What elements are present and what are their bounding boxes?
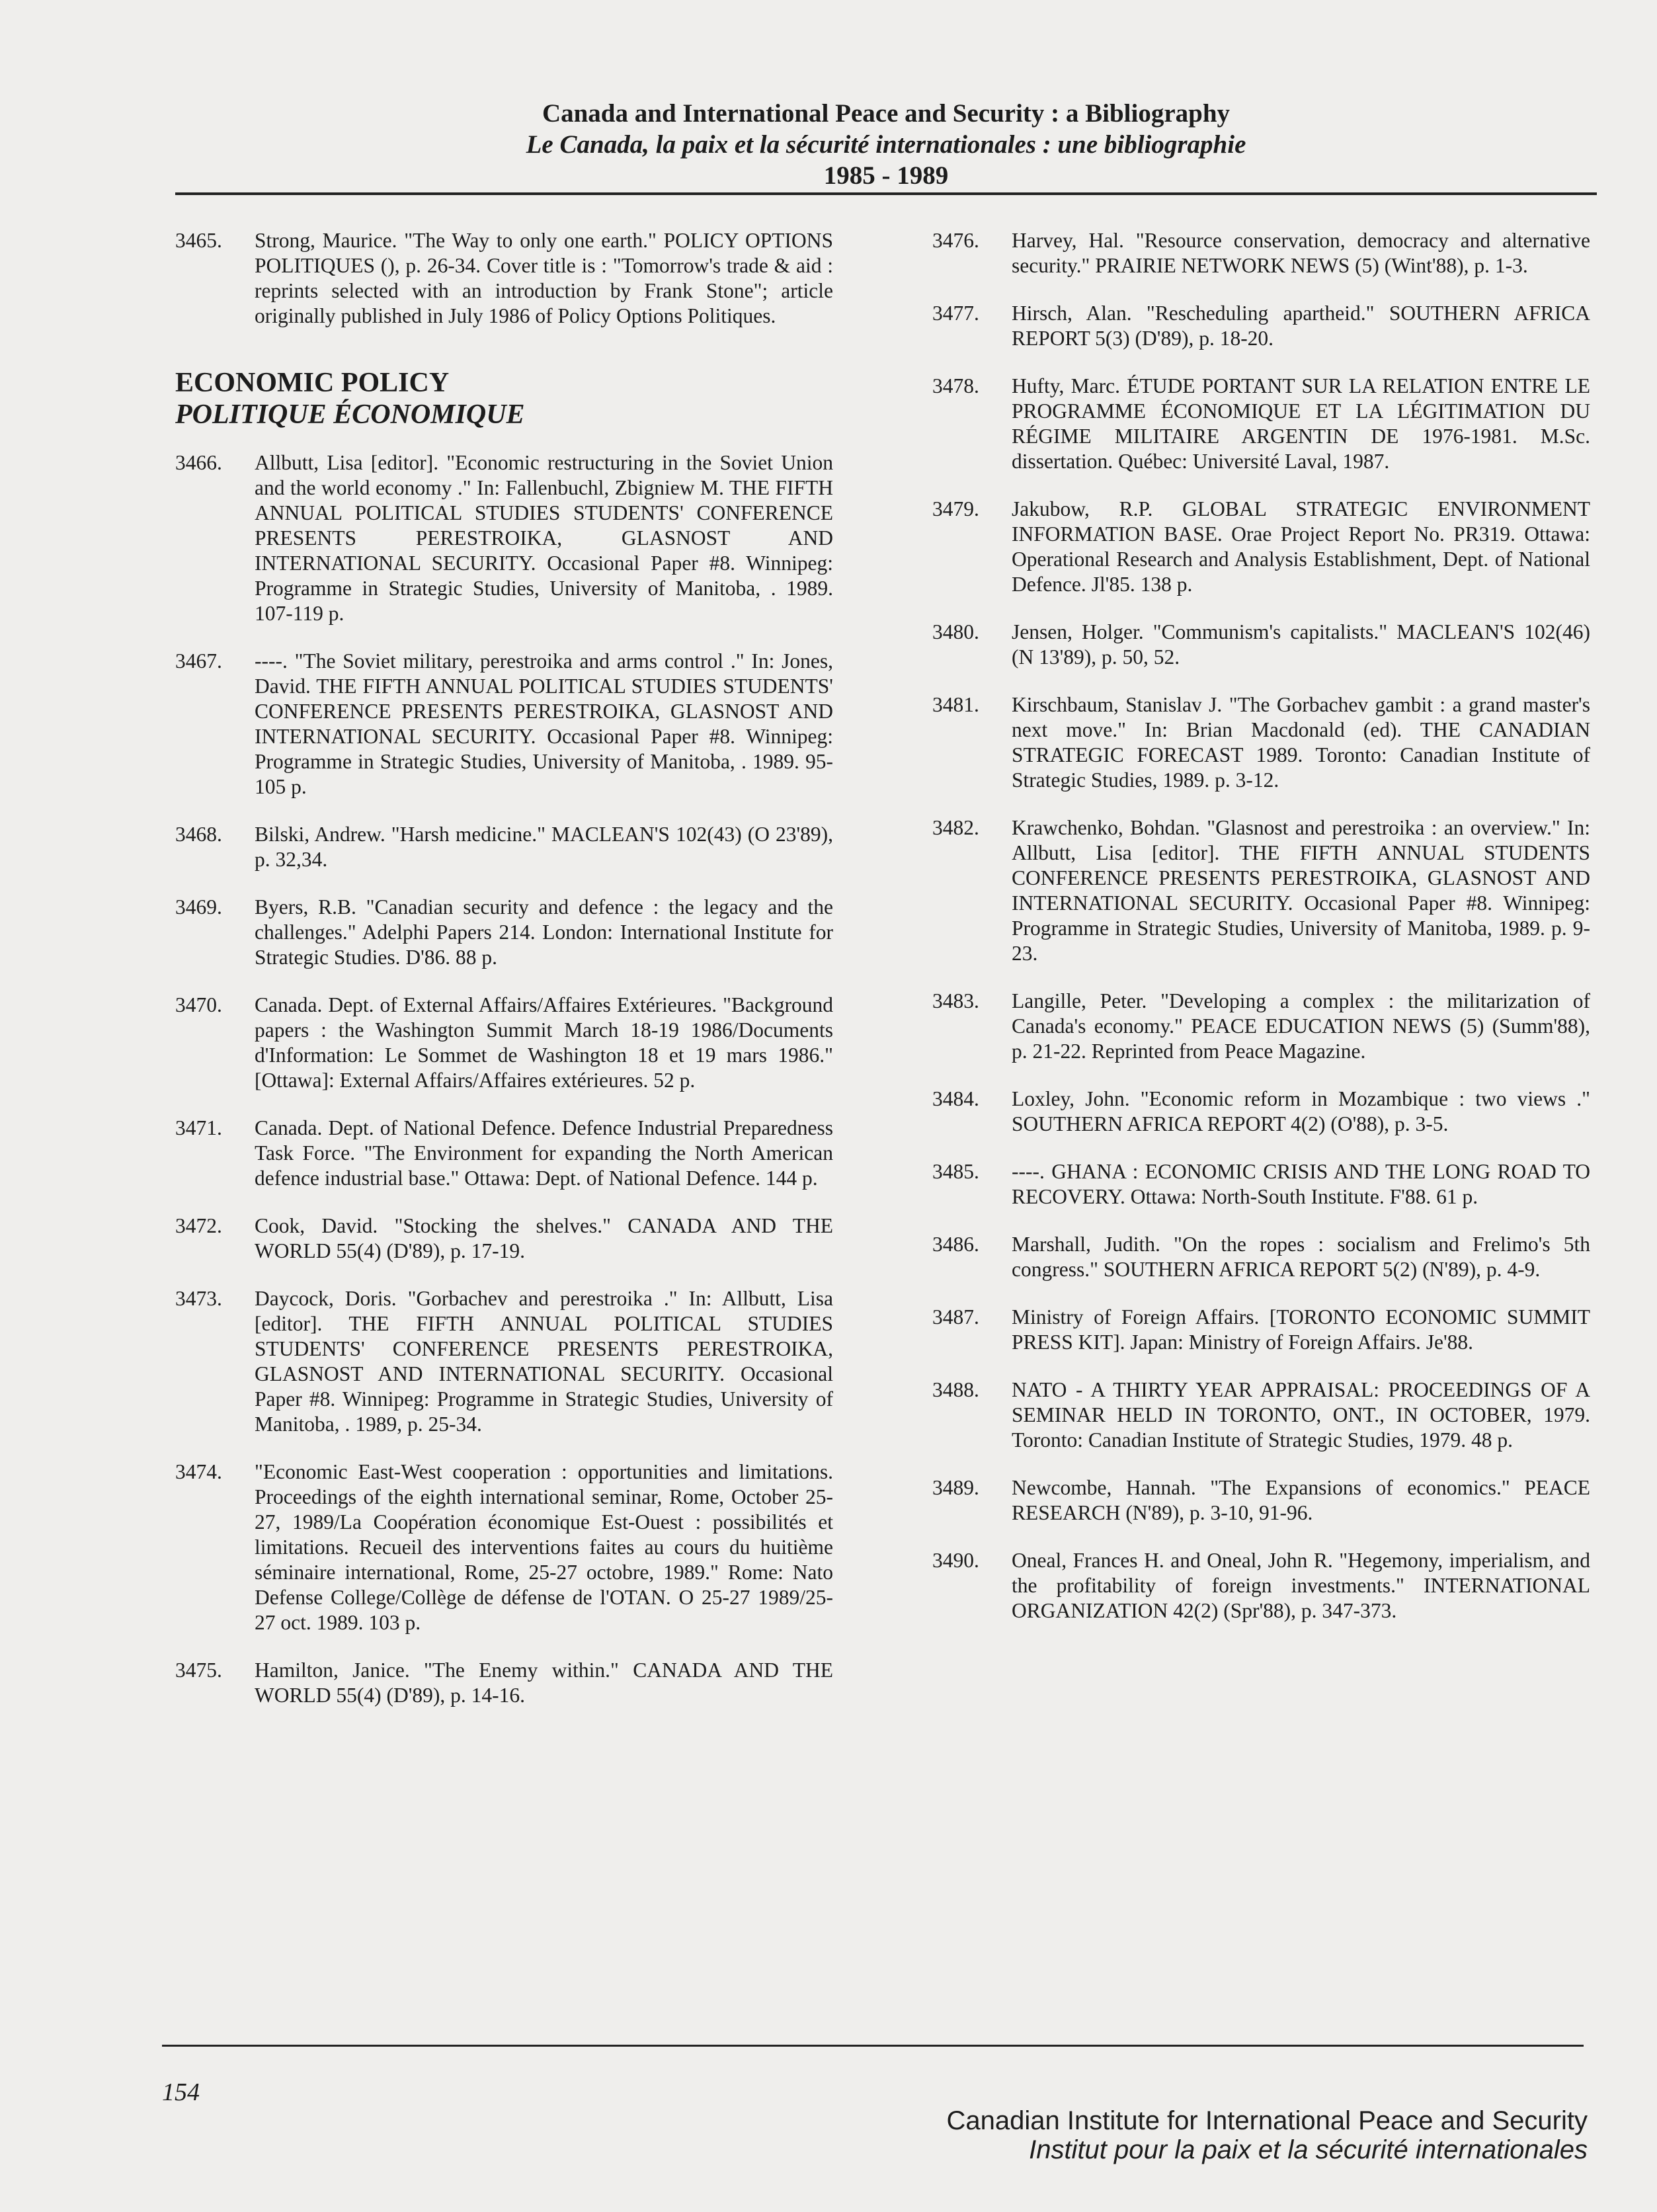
- entry-number: 3485.: [932, 1160, 979, 1183]
- entry-text: Loxley, John. "Economic reform in Mozambique : two views ." SOUTHERN AFRICA REPORT 4(2) (O'88), p. 3-5.: [1012, 1087, 1590, 1135]
- entry-text: Marshall, Judith. "On the ropes : socialism and Frelimo's 5th congress." SOUTHERN AFRICA REPORT 5(2) (N'89), p. 4-9.: [1012, 1233, 1590, 1281]
- entry-number: 3486.: [932, 1233, 979, 1256]
- entry-text: ----. "The Soviet military, perestroika and arms control ." In: Jones, David. THE FIFTH ANNUAL POLITICAL STUDIES STUDENTS' CONFERENCE PRESENTS PERESTROIKA, GLASNOST AND INTERNATIONAL SECURITY. Occasional Paper #8. Winnipeg: Programme in Strategic Studies, University of Manitoba, . 1989. 95-105 p.: [255, 649, 833, 798]
- footer-divider: [162, 2045, 1584, 2047]
- entry-text: Ministry of Foreign Affairs. [TORONTO ECONOMIC SUMMIT PRESS KIT]. Japan: Ministry of Foreign Affairs. Je'88.: [1012, 1305, 1590, 1354]
- entry-number: 3476.: [932, 229, 979, 252]
- bibliography-entry: [175, 1459, 833, 1635]
- entry-text: "Economic East-West cooperation : opportunities and limitations. Proceedings of the eighth international seminar, Rome, October 25-27, 1989/La Coopération économique Est-Ouest : possibilités et limitations. Recueil des interventions faites au cours du huitième séminaire international, Rome, 25-27 octobre, 1989." Rome: Nato Defense College/Collège de défense de l'OTAN. O 25-27 1989/25-27 oct. 1989. 103 p.: [255, 1460, 833, 1634]
- entry-text: Hirsch, Alan. "Rescheduling apartheid." SOUTHERN AFRICA REPORT 5(3) (D'89), p. 18-20.: [1012, 302, 1590, 350]
- bibliography-entry: [175, 993, 833, 1093]
- bibliography-entry: [175, 1213, 833, 1264]
- entry-number: 3488.: [932, 1378, 979, 1401]
- entry-text: Strong, Maurice. "The Way to only one earth." POLICY OPTIONS POLITIQUES (), p. 26-34. Cover title is : "Tomorrow's trade & aid : reprints selected with an introduction by Frank Stone"; article originally published in July 1986 of Policy Options Politiques.: [255, 229, 833, 327]
- bibliography-entry: [932, 1159, 1590, 1209]
- entry-number: 3471.: [175, 1116, 222, 1139]
- bibliography-entry: [932, 1548, 1590, 1623]
- entry-number: 3470.: [175, 993, 222, 1016]
- bibliography-entry: [932, 497, 1590, 597]
- bibliography-entry: [175, 649, 833, 799]
- page-number: 154: [162, 2078, 200, 2106]
- bibliography-title: Canada and International Peace and Security : a Bibliography: [542, 99, 1231, 128]
- bibliography-entry: [175, 895, 833, 970]
- entry-text: Hamilton, Janice. "The Enemy within." CANADA AND THE WORLD 55(4) (D'89), p. 14-16.: [255, 1659, 833, 1707]
- entry-number: 3475.: [175, 1659, 222, 1682]
- entry-number: 3474.: [175, 1460, 222, 1483]
- bibliography-entry: [175, 450, 833, 626]
- entry-number: 3467.: [175, 649, 222, 673]
- institute-name: Canadian Institute for International Peace and Security: [946, 2106, 1588, 2135]
- bibliography-entry: [932, 1305, 1590, 1355]
- bibliography-entry: [932, 1377, 1590, 1453]
- left-entry-list: [175, 450, 833, 1708]
- left-column: [175, 228, 833, 1731]
- bibliography-entry: [932, 692, 1590, 793]
- entry-number: 3482.: [932, 816, 979, 839]
- bibliography-entry: [932, 815, 1590, 966]
- entry-number: 3466.: [175, 451, 222, 474]
- entry-number: 3478.: [932, 374, 979, 397]
- entry-text: Cook, David. "Stocking the shelves." CANADA AND THE WORLD 55(4) (D'89), p. 17-19.: [255, 1214, 833, 1262]
- bibliography-entry: [932, 1475, 1590, 1526]
- entry-number: 3469.: [175, 895, 222, 919]
- right-entry-list: [932, 228, 1590, 1623]
- entry-text: Hufty, Marc. ÉTUDE PORTANT SUR LA RELATION ENTRE LE PROGRAMME ÉCONOMIQUE ET LA LÉGITIMATION DU RÉGIME MILITAIRE ARGENTIN DE 1976-1981. M.Sc. dissertation. Québec: Université Laval, 1987.: [1012, 374, 1590, 473]
- entry-text: Oneal, Frances H. and Oneal, John R. "Hegemony, imperialism, and the profitability of foreign investments." INTERNATIONAL ORGANIZATION 42(2) (Spr'88), p. 347-373.: [1012, 1549, 1590, 1622]
- entry-number: 3477.: [932, 302, 979, 325]
- header-divider: [175, 192, 1597, 195]
- entry-text: Bilski, Andrew. "Harsh medicine." MACLEAN'S 102(43) (O 23'89), p. 32,34.: [255, 823, 833, 871]
- bibliography-entry: [932, 374, 1590, 474]
- bibliography-entry: [932, 1232, 1590, 1282]
- entry-text: Krawchenko, Bohdan. "Glasnost and perestroika : an overview." In: Allbutt, Lisa [editor]. THE FIFTH ANNUAL STUDENTS CONFERENCE PRESENTS PERESTROIKA, GLASNOST AND INTERNATIONAL SECURITY. Occasional Paper #8. Winnipeg: Programme in Strategic Studies, University of Manitoba, 1989. p. 9-23.: [1012, 816, 1590, 965]
- institute-name-fr: Institut pour la paix et la sécurité internationales: [1029, 2135, 1588, 2164]
- section-title-fr: POLITIQUE ÉCONOMIQUE: [175, 399, 525, 430]
- entry-number: 3484.: [932, 1087, 979, 1110]
- entry-text: Byers, R.B. "Canadian security and defence : the legacy and the challenges." Adelphi Papers 214. London: International Institute for Strategic Studies. D'86. 88 p.: [255, 895, 833, 969]
- entry-text: Jensen, Holger. "Communism's capitalists." MACLEAN'S 102(46) (N 13'89), p. 50, 52.: [1012, 620, 1590, 669]
- section-title: ECONOMIC POLICY: [175, 368, 450, 398]
- page-footer: [947, 2106, 1588, 2164]
- entry-number: 3480.: [932, 620, 979, 643]
- entry-number: 3465.: [175, 229, 222, 252]
- entry-text: Allbutt, Lisa [editor]. "Economic restructuring in the Soviet Union and the world economy ." In: Fallenbuchl, Zbigniew M. THE FIFTH ANNUAL POLITICAL STUDIES STUDENTS' CONFERENCE PRESENTS PERESTROIKA, GLASNOST AND INTERNATIONAL SECURITY. Occasional Paper #8. Winnipeg: Programme in Strategic Studies, University of Manitoba, . 1989. 107-119 p.: [255, 451, 833, 625]
- bibliography-entry: [932, 1086, 1590, 1137]
- page-header: [175, 98, 1597, 191]
- right-column: [932, 228, 1590, 1646]
- bibliography-entry: [175, 1658, 833, 1708]
- entry-number: 3489.: [932, 1476, 979, 1499]
- entry-number: 3483.: [932, 989, 979, 1012]
- bibliography-entry: [932, 301, 1590, 351]
- entry-text: Kirschbaum, Stanislav J. "The Gorbachev gambit : a grand master's next move." In: Brian Macdonald (ed). THE CANADIAN STRATEGIC FORECAST 1989. Toronto: Canadian Institute of Strategic Studies, 1989. p. 3-12.: [1012, 693, 1590, 792]
- entry-text: Harvey, Hal. "Resource conservation, democracy and alternative security." PRAIRIE NETWORK NEWS (5) (Wint'88), p. 1-3.: [1012, 229, 1590, 277]
- entry-text: Jakubow, R.P. GLOBAL STRATEGIC ENVIRONMENT INFORMATION BASE. Orae Project Report No. PR319. Ottawa: Operational Research and Analysis Establishment, Dept. of National Defence. Jl'85. 138 p.: [1012, 497, 1590, 596]
- entry-number: 3481.: [932, 693, 979, 716]
- entry-number: 3473.: [175, 1287, 222, 1310]
- entry-text: Canada. Dept. of National Defence. Defence Industrial Preparedness Task Force. "The Environment for expanding the North American defence industrial base." Ottawa: Dept. of National Defence. 144 p.: [255, 1116, 833, 1190]
- bibliography-entry: [932, 620, 1590, 670]
- entry-number: 3468.: [175, 823, 222, 846]
- bibliography-entry: [175, 1286, 833, 1437]
- entry-text: Newcombe, Hannah. "The Expansions of economics." PEACE RESEARCH (N'89), p. 3-10, 91-96.: [1012, 1476, 1590, 1524]
- entry-text: Canada. Dept. of External Affairs/Affaires Extérieures. "Background papers : the Washington Summit March 18-19 1986/Documents d'Information: Le Sommet de Washington 18 et 19 mars 1986." [Ottawa]: External Affairs/Affaires extérieures. 52 p.: [255, 993, 833, 1092]
- bibliography-title-fr: Le Canada, la paix et la sécurité internationales : une bibliographie: [526, 130, 1246, 159]
- entry-number: 3490.: [932, 1549, 979, 1572]
- entry-text: Daycock, Doris. "Gorbachev and perestroika ." In: Allbutt, Lisa [editor]. THE FIFTH ANNUAL POLITICAL STUDIES STUDENTS' CONFERENCE PRESENTS PERESTROIKA, GLASNOST AND INTERNATIONAL SECURITY. Occasional Paper #8. Winnipeg: Programme in Strategic Studies, University of Manitoba, . 1989, p. 25-34.: [255, 1287, 833, 1436]
- bibliography-years: 1985 - 1989: [823, 161, 949, 190]
- bibliography-entry: [932, 228, 1590, 278]
- entry-number: 3487.: [932, 1305, 979, 1329]
- entry-number: 3472.: [175, 1214, 222, 1237]
- bibliography-entry: [175, 1116, 833, 1191]
- entry-text: Langille, Peter. "Developing a complex : the militarization of Canada's economy." PEACE EDUCATION NEWS (5) (Summ'88), p. 21-22. Reprinted from Peace Magazine.: [1012, 989, 1590, 1063]
- bibliography-entry: [932, 989, 1590, 1064]
- entry-text: NATO - A THIRTY YEAR APPRAISAL: PROCEEDINGS OF A SEMINAR HELD IN TORONTO, ONT., IN OCTOBER, 1979. Toronto: Canadian Institute of Strategic Studies, 1979. 48 p.: [1012, 1378, 1590, 1452]
- bibliography-entry: [175, 228, 833, 329]
- bibliography-entry: [175, 822, 833, 872]
- entry-text: ----. GHANA : ECONOMIC CRISIS AND THE LONG ROAD TO RECOVERY. Ottawa: North-South Institute. F'88. 61 p.: [1012, 1160, 1590, 1208]
- entry-number: 3479.: [932, 497, 979, 520]
